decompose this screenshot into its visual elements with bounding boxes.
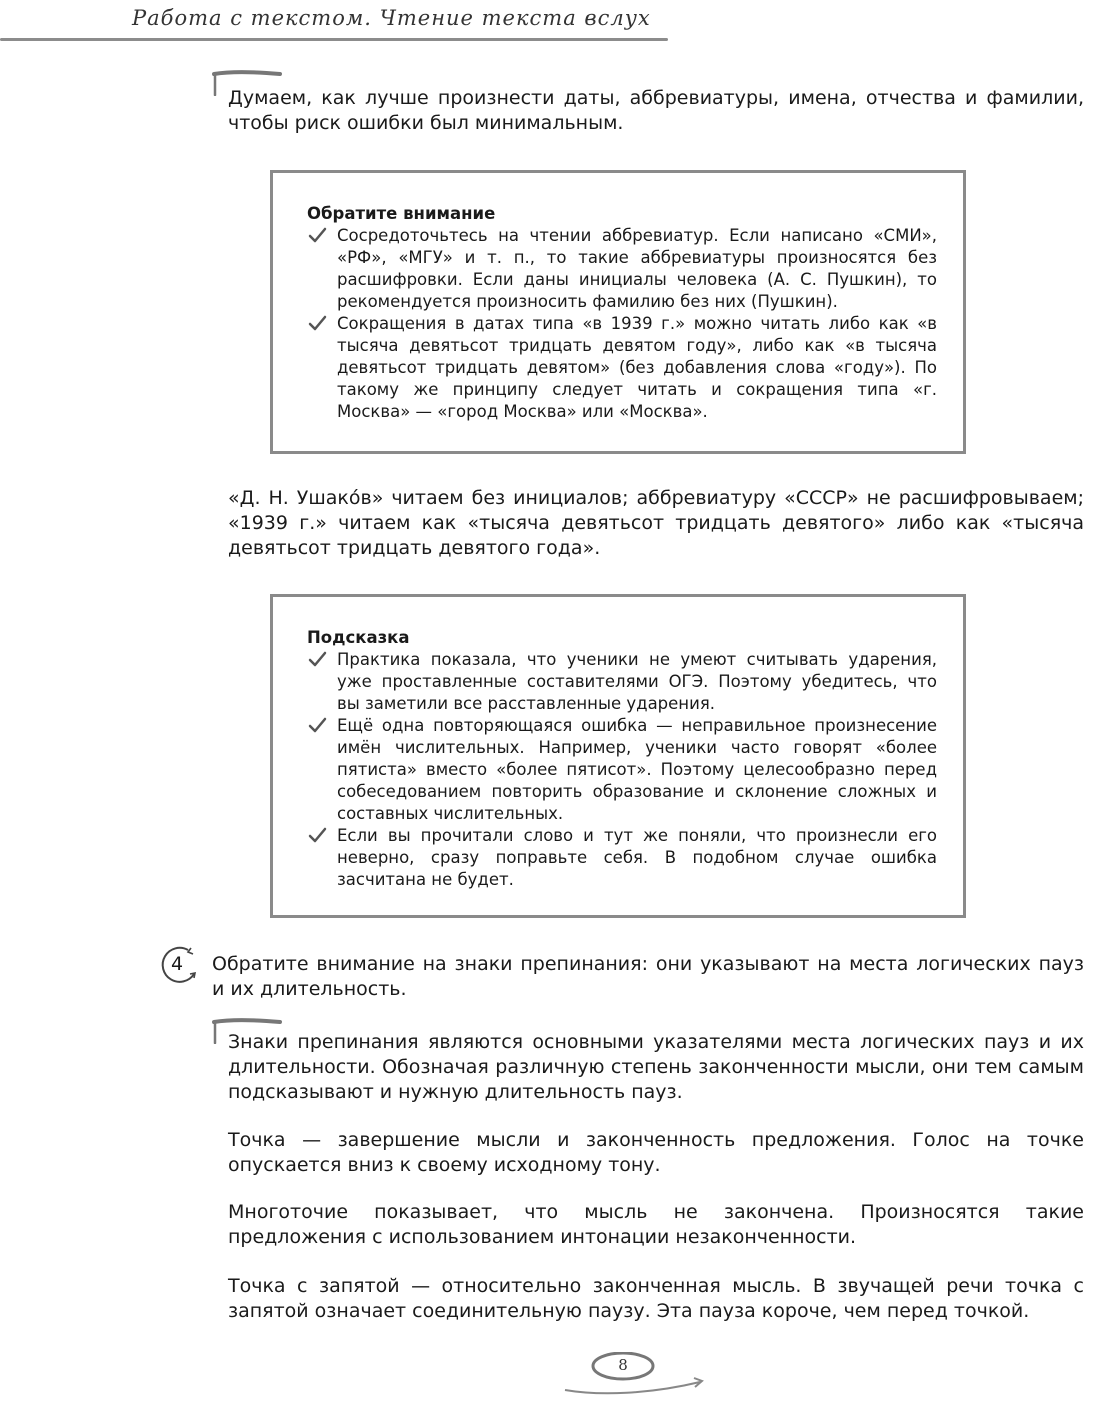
intro-paragraph: Думаем, как лучше произнести даты, аббревиатуры, имена, отчества и фамилии, чтобы риск ошибки был минимальным. xyxy=(228,87,1084,134)
attention-box xyxy=(270,170,966,454)
page-number-ornament xyxy=(560,1352,720,1400)
body-paragraph: Многоточие показывает, что мысль не закончена. Произносятся такие предложения с использованием интонации незаконченности. xyxy=(228,1201,1084,1248)
list-item xyxy=(307,313,937,423)
step-text: Обратите внимание на знаки препинания: они указывают на места логических пауз и их длительность. xyxy=(212,953,1084,1000)
header-rule xyxy=(0,38,668,41)
list-item-text: Сокращения в датах типа «в 1939 г.» можно читать либо как «в тысяча девятьсот тридцать девятом году», либо как «в тысяча девятьсот тридцать девятом» (без добавления слова «году»). По такому же принципу следует читать и сокращения типа «г. Москва» — «город Москва» или «Москва». xyxy=(337,314,937,421)
list-item xyxy=(307,225,937,313)
step-number-badge xyxy=(158,944,202,988)
list-item xyxy=(307,649,937,715)
header-title: Работа с текстом. Чтение текста вслух xyxy=(132,6,651,30)
hint-box-title: Подсказка xyxy=(307,628,410,647)
swirl-ornament-icon xyxy=(560,1352,720,1400)
example-paragraph: «Д. Н. Ушакóв» читаем без инициалов; аббревиатуру «СССР» не расшифровываем; «1939 г.» читаем как «тысяча девятьсот тридцать девятого» либо как «тысяча девятьсот тридцать девятого года». xyxy=(228,487,1084,559)
list-item-text: Ещё одна повторяющаяся ошибка — неправильное произнесение имён числительных. Например, ученики часто говорят «более пятиста» вместо «более пятисот». Поэтому целесообразно перед собеседованием повторить образование и склонение сложных и составных числительных. xyxy=(337,716,937,823)
body-paragraph: Знаки препинания являются основными указателями места логических пауз и их длительности. Обозначая различную степень законченности мысли, они тем самым подсказывают и нужную длительность пауз. xyxy=(228,1031,1084,1103)
checkmark-icon xyxy=(307,225,327,245)
checkmark-icon xyxy=(307,825,327,845)
checkmark-icon xyxy=(307,715,327,735)
list-item-text: Сосредоточьтесь на чтении аббревиатур. Если написано «СМИ», «РФ», «МГУ» и т. п., то такие аббревиатуры произносятся без расшифровки. Если даны инициалы человека (А. С. Пушкин), то рекомендуется произносить фамилию без них (Пушкин). xyxy=(337,226,937,311)
hint-box xyxy=(270,594,966,918)
list-item xyxy=(307,825,937,891)
body-paragraph: Точка — завершение мысли и законченность предложения. Голос на точке опускается вниз к своему исходному тону. xyxy=(228,1129,1084,1176)
body-paragraph: Точка с запятой — относительно законченная мысль. В звучащей речи точка с запятой означает соединительную паузу. Эта пауза короче, чем перед точкой. xyxy=(228,1275,1084,1322)
checkmark-icon xyxy=(307,313,327,333)
list-item-text: Практика показала, что ученики не умеют считывать ударения, уже проставленные составителями ОГЭ. Поэтому убедитесь, что вы заметили все расставленные ударения. xyxy=(337,650,937,713)
step-number: 4 xyxy=(170,953,184,975)
list-item-text: Если вы прочитали слово и тут же поняли, что произнесли его неверно, сразу поправьте себя. В подобном случае ошибка засчитана не будет. xyxy=(337,826,937,889)
list-item xyxy=(307,715,937,825)
attention-box-title: Обратите внимание xyxy=(307,204,496,223)
page-header xyxy=(0,0,680,44)
page-number: 8 xyxy=(618,1356,628,1374)
checkmark-icon xyxy=(307,649,327,669)
